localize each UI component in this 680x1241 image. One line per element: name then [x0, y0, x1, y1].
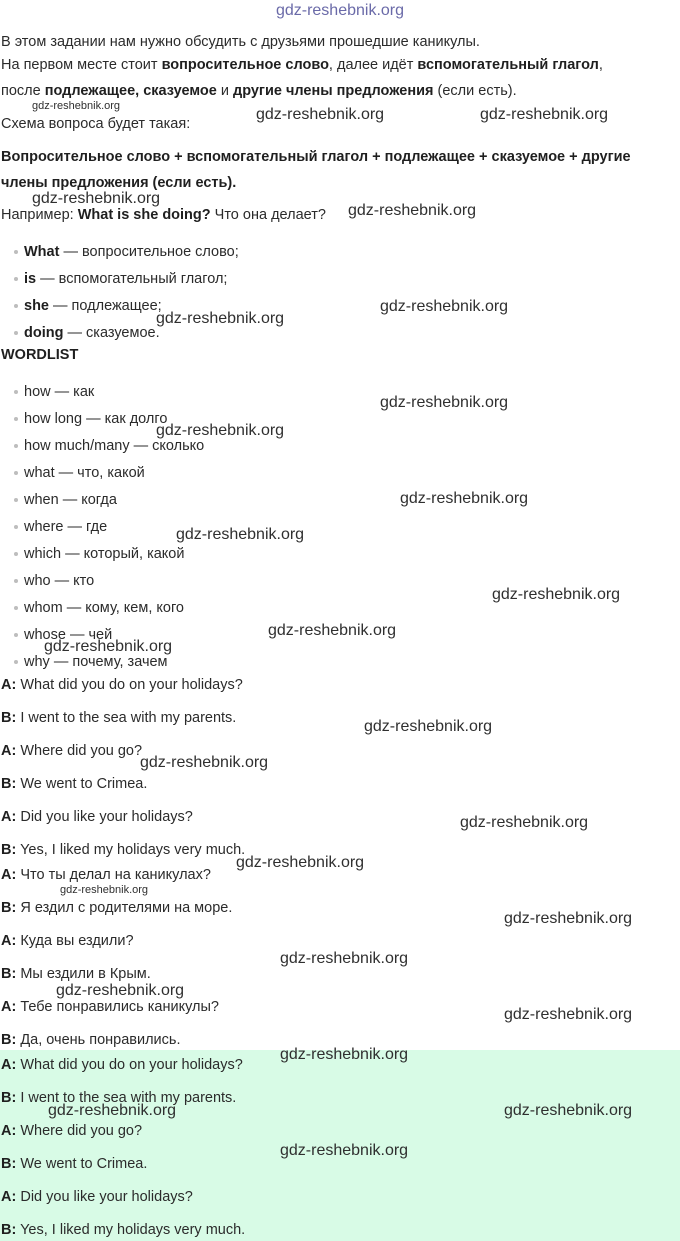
dialogue-text: I went to the sea with my parents. [16, 1090, 237, 1106]
watermark: gdz-reshebnik.org [236, 854, 365, 871]
dialogue-text: What did you do on your holidays? [16, 677, 243, 693]
bullet-dot [14, 552, 18, 556]
wordlist-item: how much/many — сколько [24, 438, 205, 454]
dialogue-line [1, 807, 193, 827]
text-fragment: (если есть). [433, 83, 517, 99]
watermark: gdz-reshebnik.org [48, 1102, 177, 1119]
dialogue-line [1, 675, 243, 695]
dialogue-text: Yes, I liked my holidays very much. [16, 842, 246, 858]
wordlist-item: whom — кому, кем, кого [24, 600, 184, 616]
wordlist-heading: WORDLIST [1, 347, 79, 363]
dialogue-line-highlighted [1, 1121, 142, 1141]
speaker-label: B: [1, 710, 17, 726]
dialogue-line-ru [1, 865, 211, 885]
dialogue-line-ru [1, 931, 134, 951]
bold-term: другие члены предложения [232, 83, 434, 99]
dialogue-line [1, 708, 236, 728]
top-watermark: gdz-reshebnik.org [275, 2, 405, 19]
list-item [24, 323, 160, 343]
watermark: gdz-reshebnik.org [400, 490, 529, 507]
watermark: gdz-reshebnik.org [156, 310, 285, 327]
dialogue-line [1, 741, 142, 761]
watermark: gdz-reshebnik.org [280, 1142, 409, 1159]
speaker-label: B: [1, 1222, 17, 1238]
wordlist-item: whose — чей [24, 627, 113, 643]
example-line [1, 205, 326, 225]
speaker-label: A: [1, 677, 17, 693]
speaker-label: A: [1, 743, 17, 759]
bullet-dot [14, 304, 18, 308]
bold-term: What [24, 244, 60, 260]
wordlist-item: when — когда [24, 492, 117, 508]
speaker-label: A: [1, 1057, 17, 1073]
text-fragment: и [216, 83, 233, 99]
speaker-label: A: [1, 1123, 17, 1139]
bullet-dot [14, 525, 18, 529]
watermark: gdz-reshebnik.org [364, 718, 493, 735]
intro-line-4: Схема вопроса будет такая: [1, 116, 191, 132]
watermark: gdz-reshebnik.org [176, 526, 305, 543]
dialogue-text: We went to Crimea. [16, 776, 148, 792]
watermark: gdz-reshebnik.org [460, 814, 589, 831]
dialogue-text: Я ездил с родителями на море. [16, 900, 233, 916]
intro-line-1: В этом задании нам нужно обсудить с друзьями прошедшие каникулы. [1, 34, 480, 50]
watermark: gdz-reshebnik.org [32, 100, 121, 112]
dialogue-text: I went to the sea with my parents. [16, 710, 237, 726]
text-fragment: Что она делает? [210, 207, 326, 223]
list-item [24, 296, 162, 316]
watermark: gdz-reshebnik.org [348, 202, 477, 219]
watermark: gdz-reshebnik.org [504, 910, 633, 927]
watermark: gdz-reshebnik.org [256, 106, 385, 123]
watermark: gdz-reshebnik.org [140, 754, 269, 771]
watermark: gdz-reshebnik.org [504, 1006, 633, 1023]
list-item [24, 242, 239, 262]
dialogue-line-ru [1, 898, 232, 918]
text-fragment: после [1, 83, 45, 99]
bullet-dot [14, 606, 18, 610]
speaker-label: B: [1, 1156, 17, 1172]
speaker-label: A: [1, 1189, 17, 1205]
dialogue-line-highlighted [1, 1220, 245, 1240]
wordlist-item: how long — как долго [24, 411, 168, 427]
bullet-dot [14, 390, 18, 394]
bullet-dot [14, 444, 18, 448]
bullet-dot [14, 331, 18, 335]
dialogue-line [1, 840, 245, 860]
bold-term: she [24, 298, 49, 314]
dialogue-line-ru [1, 997, 219, 1017]
bullet-dot [14, 498, 18, 502]
dialogue-text: Yes, I liked my holidays very much. [16, 1222, 246, 1238]
wordlist-item: how — как [24, 384, 95, 400]
text-fragment: — подлежащее; [49, 298, 162, 314]
wordlist-item: which — который, какой [24, 546, 185, 562]
bold-term: вспомогательный глагол [417, 57, 599, 73]
example-question: What is she doing? [77, 207, 211, 223]
wordlist-item: why — почему, зачем [24, 654, 168, 670]
bold-term: подлежащее, сказуемое [44, 83, 217, 99]
watermark: gdz-reshebnik.org [56, 982, 185, 999]
bold-term: doing [24, 325, 64, 341]
watermark: gdz-reshebnik.org [156, 422, 285, 439]
dialogue-line-highlighted [1, 1187, 193, 1207]
dialogue-text: Да, очень понравились. [16, 1032, 181, 1048]
watermark: gdz-reshebnik.org [380, 298, 509, 315]
bullet-dot [14, 471, 18, 475]
watermark: gdz-reshebnik.org [492, 586, 621, 603]
text-fragment: Например: [1, 207, 78, 223]
intro-line-2 [1, 55, 603, 75]
dialogue-text: Where did you go? [16, 1123, 143, 1139]
scheme-line-1: Вопросительное слово + вспомогательный глагол + подлежащее + сказуемое + другие [1, 149, 631, 165]
speaker-label: B: [1, 966, 17, 982]
text-fragment: , далее идёт [328, 57, 418, 73]
dialogue-text: Мы ездили в Крым. [16, 966, 151, 982]
wordlist-item: where — где [24, 519, 108, 535]
dialogue-text: Where did you go? [16, 743, 143, 759]
speaker-label: B: [1, 776, 17, 792]
speaker-label: A: [1, 809, 17, 825]
speaker-label: B: [1, 1090, 17, 1106]
watermark: gdz-reshebnik.org [268, 622, 397, 639]
list-item [24, 269, 227, 289]
watermark: gdz-reshebnik.org [480, 106, 609, 123]
text-fragment: — вспомогательный глагол; [36, 271, 228, 287]
watermark: gdz-reshebnik.org [32, 190, 161, 207]
bullet-dot [14, 633, 18, 637]
watermark: gdz-reshebnik.org [44, 638, 173, 655]
watermark: gdz-reshebnik.org [280, 1046, 409, 1063]
dialogue-line [1, 774, 147, 794]
bullet-dot [14, 417, 18, 421]
dialogue-line-ru [1, 1030, 181, 1050]
dialogue-text: We went to Crimea. [16, 1156, 148, 1172]
watermark: gdz-reshebnik.org [380, 394, 509, 411]
text-fragment: На первом месте стоит [1, 57, 162, 73]
speaker-label: B: [1, 1032, 17, 1048]
speaker-label: A: [1, 867, 17, 883]
bullet-dot [14, 579, 18, 583]
bullet-dot [14, 660, 18, 664]
wordlist-item: who — кто [24, 573, 95, 589]
dialogue-text: Что ты делал на каникулах? [16, 867, 211, 883]
bullet-dot [14, 277, 18, 281]
bold-term: is [24, 271, 37, 287]
dialogue-text: Куда вы ездили? [16, 933, 134, 949]
scheme-line-2: члены предложения (если есть). [1, 175, 237, 191]
bold-term: вопросительное слово [161, 57, 329, 73]
watermark: gdz-reshebnik.org [280, 950, 409, 967]
dialogue-text: Did you like your holidays? [16, 1189, 193, 1205]
intro-line-3 [1, 81, 517, 101]
dialogue-line-highlighted [1, 1055, 243, 1075]
text-fragment: , [598, 57, 603, 73]
dialogue-line-ru [1, 964, 151, 984]
speaker-label: A: [1, 933, 17, 949]
dialogue-text: Did you like your holidays? [16, 809, 193, 825]
speaker-label: B: [1, 900, 17, 916]
text-fragment: — вопросительное слово; [59, 244, 239, 260]
wordlist-item: what — что, какой [24, 465, 145, 481]
speaker-label: A: [1, 999, 17, 1015]
dialogue-text: Тебе понравились каникулы? [16, 999, 219, 1015]
watermark: gdz-reshebnik.org [60, 884, 149, 896]
bullet-dot [14, 250, 18, 254]
dialogue-line-highlighted [1, 1154, 147, 1174]
dialogue-text: What did you do on your holidays? [16, 1057, 243, 1073]
speaker-label: B: [1, 842, 17, 858]
text-fragment: — сказуемое. [63, 325, 160, 341]
watermark: gdz-reshebnik.org [504, 1102, 633, 1119]
